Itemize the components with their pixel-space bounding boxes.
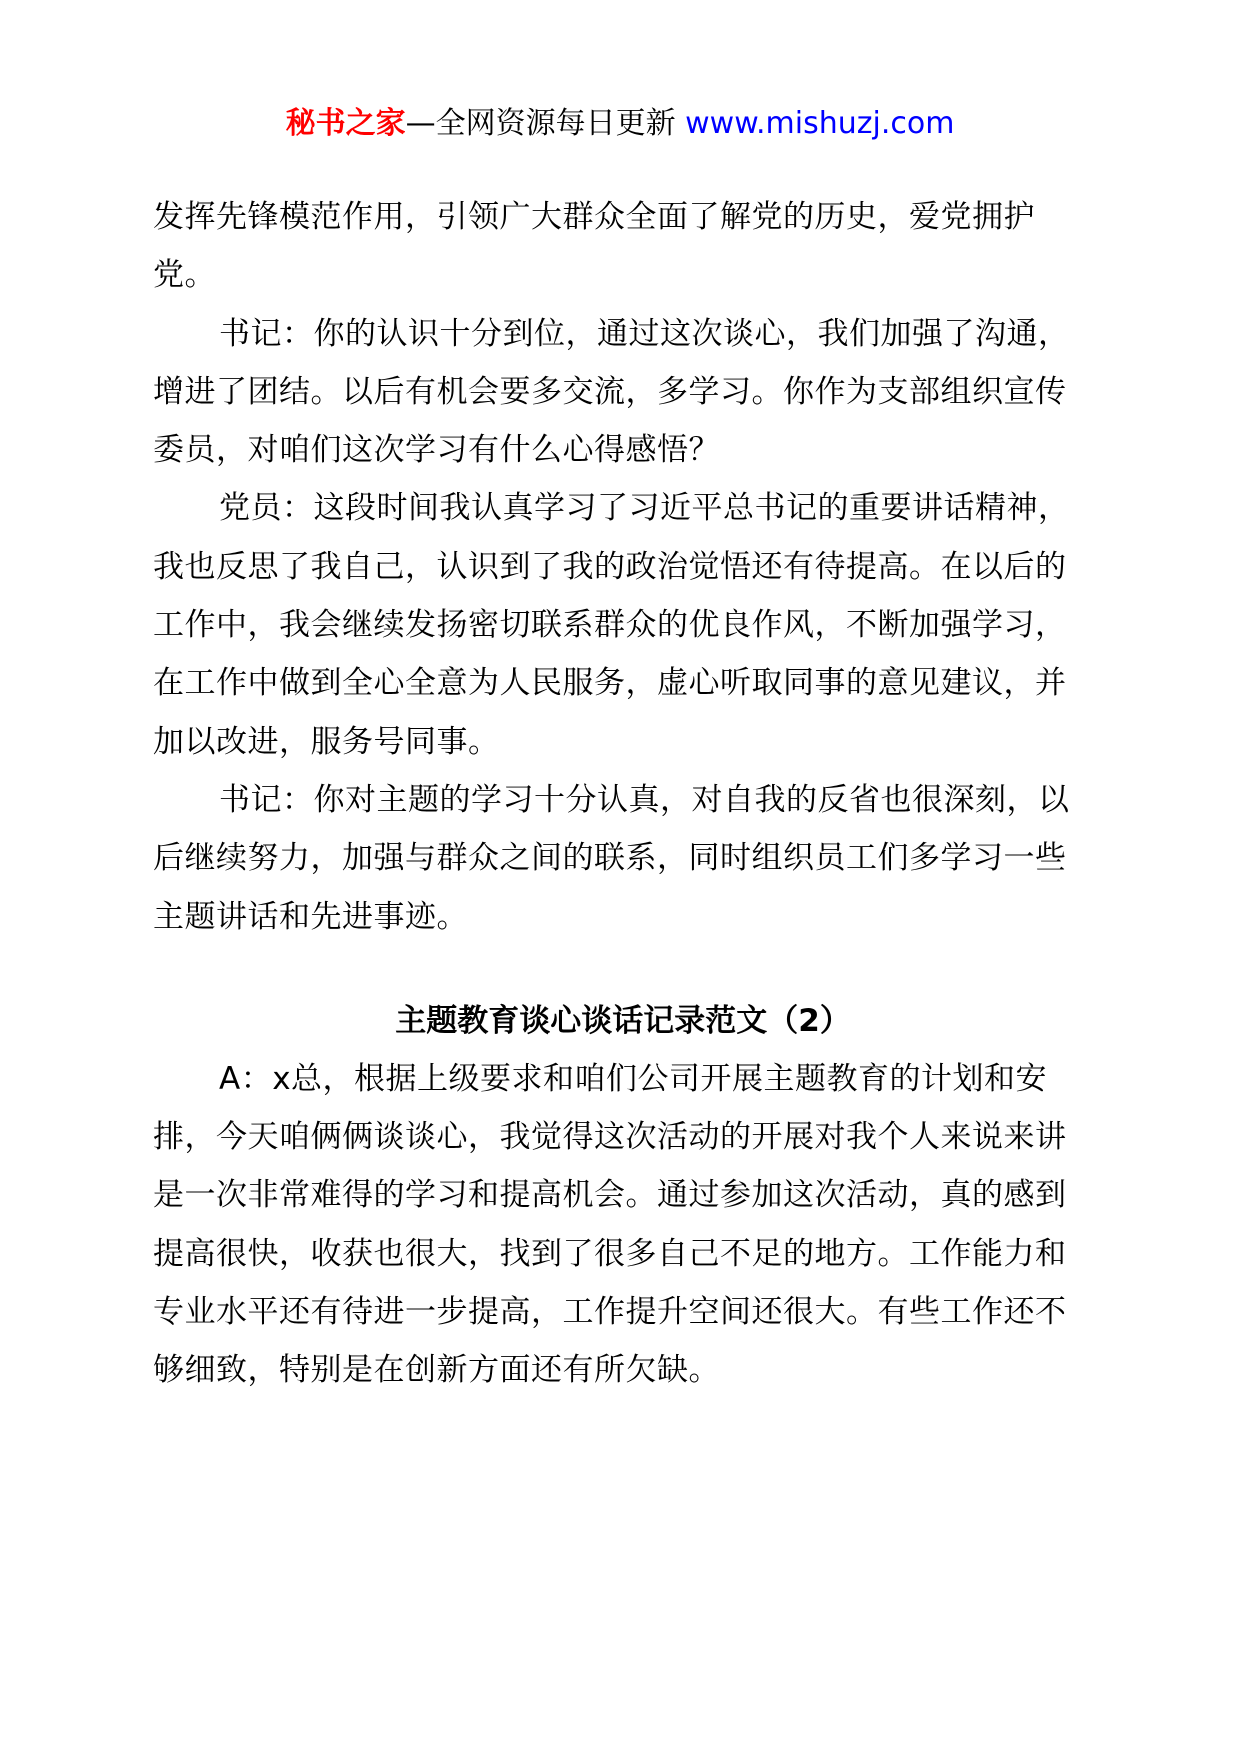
paragraph-speaker-a: A：x总，根据上级要求和咱们公司开展主题教育的计划和安排，今天咱俩俩谈谈心，我觉得这次活动的开展对我个人来说来讲是一次非常难得的学习和提高机会。通过参加这次活动，真的感到提高很快，收获也很大，找到了很多自己不足的地方。工作能力和专业水平还有待进一步提高，工作提升空间还很大。有些工作还不够细致，特别是在创新方面还有所欠缺。	[153, 1060, 1067, 1389]
page-header	[0, 104, 1240, 144]
paragraph-secretary-1: 书记：你的认识十分到位，通过这次谈心，我们加强了沟通，增进了团结。以后有机会要多交流，多学习。你作为支部组织宣传委员，对咱们这次学习有什么心得感悟？	[153, 315, 1070, 469]
paragraph-continuation: 发挥先锋模范作用，引领广大群众全面了解党的历史，爱党拥护党。	[153, 199, 1035, 294]
paragraph-secretary-2: 书记：你对主题的学习十分认真，对自我的反省也很深刻，以后继续努力，加强与群众之间的联系，同时组织员工们多学习一些主题讲话和先进事迹。	[153, 781, 1070, 935]
paragraph-member-1: 党员：这段时间我认真学习了习近平总书记的重要讲话精神，我也反思了我自己，认识到了我的政治觉悟还有待提高。在以后的工作中，我会继续发扬密切联系群众的优良作风，不断加强学习，在工作中做到全心全意为人民服务，虚心听取同事的意见建议，并加以改进，服务号同事。	[153, 490, 1070, 760]
document-body	[153, 188, 1093, 1400]
brand-name: 秘书之家	[285, 106, 406, 141]
site-url-link[interactable]: www.mishuzj.com	[685, 106, 955, 141]
section-title: 主题教育谈心谈话记录范文（2）	[395, 1002, 851, 1039]
header-tagline: —全网资源每日更新	[405, 106, 676, 141]
